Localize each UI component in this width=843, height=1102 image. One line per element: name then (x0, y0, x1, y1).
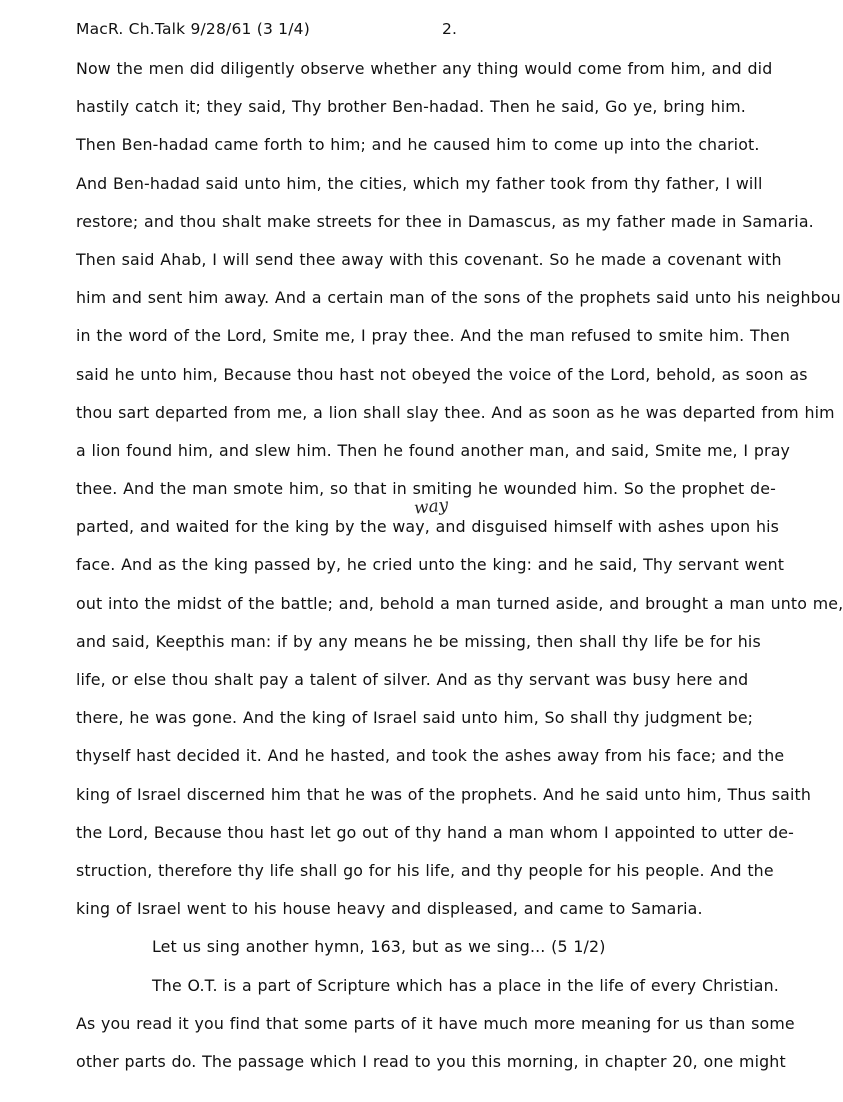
text-line: in the word of the Lord, Smite me, I pray thee. And the man refused to smite him. Then (76, 326, 791, 346)
page-number: 2. (442, 20, 458, 38)
text-line: the Lord, Because thou hast let go out of thy hand a man whom I appointed to utter de- (76, 822, 794, 842)
text-line: king of Israel discerned him that he was of the prophets. And he said unto him, Thus saith (76, 784, 811, 804)
text-line: out into the midst of the battle; and, behold a man turned aside, and brought a man unto me, (76, 593, 843, 613)
text-line: thee. And the man smote him, so that in smiting he wounded him. So the prophet de- (76, 479, 776, 499)
text-line: and said, Keepthis man: if by any means he be missing, then shall thy life be for his (76, 631, 761, 651)
text-line: a lion found him, and slew him. Then he found another man, and said, Smite me, I pray (76, 440, 791, 460)
text-line: The O.T. is a part of Scripture which has a place in the life of every Christian. (152, 975, 779, 995)
text-line: other parts do. The passage which I read to you this morning, in chapter 20, one might (76, 1051, 786, 1071)
text-line: said he unto him, Because thou hast not obeyed the voice of the Lord, behold, as soon as (76, 364, 808, 384)
text-line: Let us sing another hymn, 163, but as we sing... (5 1/2) (152, 937, 606, 957)
text-line: Then said Ahab, I will send thee away with this covenant. So he made a covenant with (76, 249, 782, 269)
text-line: Now the men did diligently observe whether any thing would come from him, and did (76, 59, 773, 78)
text-line: restore; and thou shalt make streets for thee in Damascus, as my father made in Samaria. (76, 211, 814, 231)
text-line: him and sent him away. And a certain man of the sons of the prophets said unto his neighbou (76, 288, 841, 308)
text-line: parted, and waited for the king by the way, and disguised himself with ashes upon his (76, 517, 780, 537)
text-line: thou sart departed from me, a lion shall slay thee. And as soon as he was departed from him (76, 402, 835, 422)
text-line: life, or else thou shalt pay a talent of silver. And as thy servant was busy here and (76, 670, 749, 689)
page-header (76, 20, 458, 38)
text-line: As you read it you find that some parts of it have much more meaning for us than some (76, 1013, 795, 1033)
text-line: And Ben-hadad said unto him, the cities, which my father took from thy father, I will (76, 173, 763, 193)
text-line: hastily catch it; they said, Thy brother Ben-hadad. Then he said, Go ye, bring him. (76, 97, 746, 117)
body-text (0, 58, 843, 1089)
text-line: Then Ben-hadad came forth to him; and he caused him to come up into the chariot. (76, 135, 760, 155)
document-title: MacR. Ch.Talk 9/28/61 (3 1/4) (76, 20, 310, 38)
text-line: thyself hast decided it. And he hasted, and took the ashes away from his face; and the (76, 746, 785, 766)
text-line: face. And as the king passed by, he cried unto the king: and he said, Thy servant went (76, 555, 785, 575)
text-line: there, he was gone. And the king of Israel said unto him, So shall thy judgment be; (76, 708, 754, 728)
text-line: struction, therefore thy life shall go for his life, and thy people for his people. And the (76, 860, 774, 880)
handwritten-annotation: way (413, 495, 450, 519)
text-line: king of Israel went to his house heavy and displeased, and came to Samaria. (76, 899, 703, 919)
